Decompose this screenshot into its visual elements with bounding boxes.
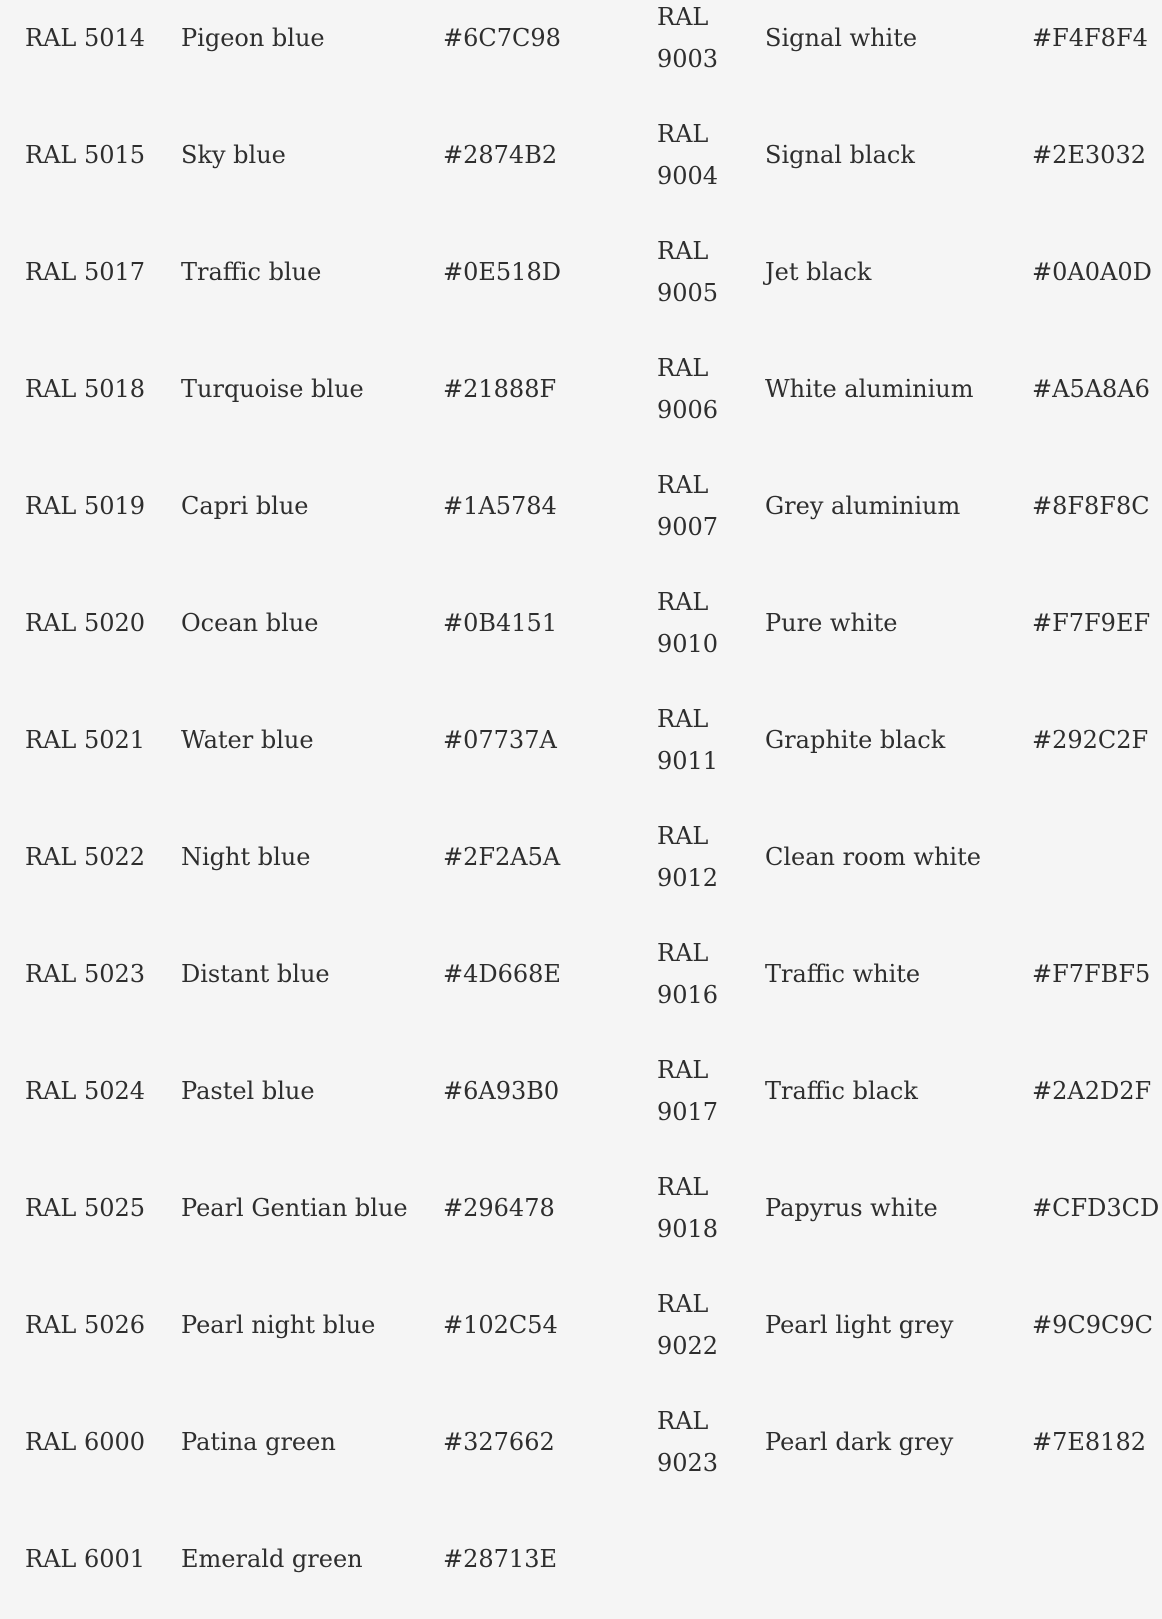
ral-code: RAL 5022 <box>25 843 146 871</box>
ral-code: RAL 9011 <box>657 705 719 775</box>
color-name: Pastel blue <box>181 1077 315 1105</box>
table-row <box>600 585 1162 702</box>
color-name: Signal black <box>765 141 915 169</box>
ral-code: RAL 5020 <box>25 609 146 637</box>
table-row <box>600 819 1162 936</box>
color-name: Pure white <box>765 609 898 637</box>
table-row <box>0 819 600 936</box>
table-row <box>0 1287 600 1404</box>
table-row <box>600 702 1162 819</box>
table-row <box>0 117 600 234</box>
ral-code: RAL 9010 <box>657 588 719 658</box>
hex-value: #8F8F8C <box>1032 492 1150 520</box>
color-name: Grey aluminium <box>765 492 961 520</box>
color-name: Jet black <box>765 258 872 286</box>
table-row <box>0 351 600 468</box>
color-name: Ocean blue <box>181 609 319 637</box>
ral-code: RAL 5019 <box>25 492 146 520</box>
table-row <box>0 1170 600 1287</box>
hex-value: #4D668E <box>443 960 561 988</box>
table-row <box>0 1404 600 1521</box>
hex-value: #6A93B0 <box>443 1077 560 1105</box>
table-row <box>600 468 1162 585</box>
table-row <box>600 117 1162 234</box>
hex-value: #1A5784 <box>443 492 557 520</box>
hex-value: #327662 <box>443 1428 555 1456</box>
table-row <box>0 1521 600 1619</box>
table-row <box>0 702 600 819</box>
color-name: Pearl dark grey <box>765 1428 954 1456</box>
color-name: Pearl light grey <box>765 1311 954 1339</box>
ral-code: RAL 9004 <box>657 120 719 190</box>
color-name: Traffic black <box>765 1077 918 1105</box>
ral-code: RAL 9022 <box>657 1290 719 1360</box>
ral-code: RAL 6001 <box>25 1545 146 1573</box>
table-row <box>0 0 600 117</box>
table-row <box>600 1053 1162 1170</box>
ral-code: RAL 5024 <box>25 1077 146 1105</box>
color-name: Pearl Gentian blue <box>181 1194 408 1222</box>
table-row <box>0 936 600 1053</box>
hex-value: #F7FBF5 <box>1032 960 1151 988</box>
hex-value: #F7F9EF <box>1032 609 1151 637</box>
table-row <box>600 1170 1162 1287</box>
ral-code: RAL 5014 <box>25 24 146 52</box>
color-name: Graphite black <box>765 726 946 754</box>
color-name: Traffic white <box>765 960 921 988</box>
ral-code: RAL 9017 <box>657 1056 719 1126</box>
hex-value: #21888F <box>443 375 557 403</box>
ral-code: RAL 5026 <box>25 1311 146 1339</box>
color-name: Water blue <box>181 726 314 754</box>
table-row <box>600 1287 1162 1404</box>
color-name: Signal white <box>765 24 918 52</box>
color-name: Turquoise blue <box>181 375 364 403</box>
table-row <box>600 936 1162 1053</box>
ral-code: RAL 9023 <box>657 1407 719 1477</box>
table-row <box>0 468 600 585</box>
ral-code: RAL 9012 <box>657 822 719 892</box>
ral-code: RAL 9006 <box>657 354 719 424</box>
table-row <box>0 234 600 351</box>
ral-code: RAL 5025 <box>25 1194 146 1222</box>
hex-value: #102C54 <box>443 1311 558 1339</box>
ral-code: RAL 9007 <box>657 471 719 541</box>
hex-value: #7E8182 <box>1032 1428 1146 1456</box>
table-row <box>600 351 1162 468</box>
hex-value: #0E518D <box>443 258 561 286</box>
color-name: Clean room white <box>765 843 981 871</box>
ral-code: RAL 5017 <box>25 258 146 286</box>
ral-code: RAL 5021 <box>25 726 146 754</box>
hex-value: #0B4151 <box>443 609 558 637</box>
color-name: Sky blue <box>181 141 286 169</box>
color-name: Patina green <box>181 1428 336 1456</box>
color-name: Pigeon blue <box>181 24 325 52</box>
hex-value: #296478 <box>443 1194 555 1222</box>
hex-value: #2F2A5A <box>443 843 561 871</box>
ral-code: RAL 5023 <box>25 960 146 988</box>
table-row <box>0 585 600 702</box>
ral-code: RAL 9018 <box>657 1173 719 1243</box>
hex-value: #28713E <box>443 1545 557 1573</box>
color-name: White aluminium <box>765 375 974 403</box>
color-name: Traffic blue <box>181 258 322 286</box>
hex-value: #07737A <box>443 726 557 754</box>
table-row <box>0 1053 600 1170</box>
hex-value: #292C2F <box>1032 726 1149 754</box>
ral-table-right <box>600 0 1162 1521</box>
hex-value: #6C7C98 <box>443 24 561 52</box>
color-name: Capri blue <box>181 492 309 520</box>
hex-value: #2A2D2F <box>1032 1077 1152 1105</box>
color-name: Papyrus white <box>765 1194 938 1222</box>
ral-code: RAL 6000 <box>25 1428 146 1456</box>
ral-code: RAL 5018 <box>25 375 146 403</box>
ral-code: RAL 9005 <box>657 237 719 307</box>
color-name: Night blue <box>181 843 311 871</box>
hex-value: #2E3032 <box>1032 141 1146 169</box>
hex-value: #F4F8F4 <box>1032 24 1148 52</box>
table-row <box>600 1404 1162 1521</box>
ral-code: RAL 9016 <box>657 939 719 1009</box>
hex-value: #A5A8A6 <box>1032 375 1150 403</box>
table-row <box>600 0 1162 117</box>
hex-value: #0A0A0D <box>1032 258 1152 286</box>
hex-value: #CFD3CD <box>1032 1194 1160 1222</box>
table-row <box>600 234 1162 351</box>
ral-code: RAL 9003 <box>657 3 719 73</box>
ral-code: RAL 5015 <box>25 141 146 169</box>
color-name: Emerald green <box>181 1545 363 1573</box>
color-name: Pearl night blue <box>181 1311 376 1339</box>
color-name: Distant blue <box>181 960 330 988</box>
hex-value: #2874B2 <box>443 141 558 169</box>
hex-value: #9C9C9C <box>1032 1311 1154 1339</box>
